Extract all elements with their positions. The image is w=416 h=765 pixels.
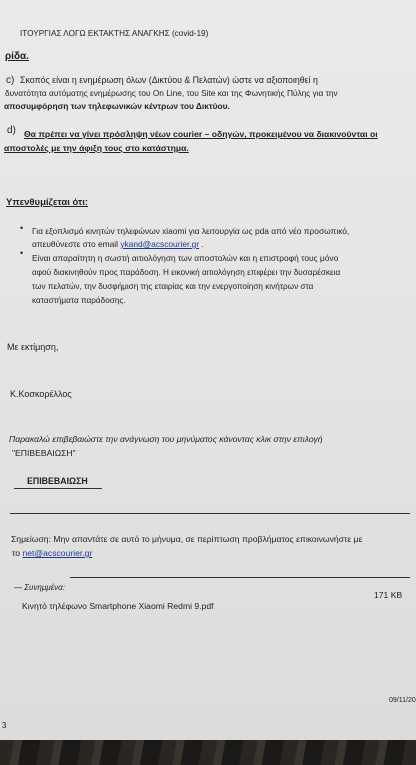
- divider-line-2: [70, 577, 410, 578]
- bullet1-line1: Για εξοπλισμό κινητών τηλεφώνων xiaomi για λειτουργία ως pda από νέο προσωπικό,: [32, 226, 350, 236]
- note-line2-prefix: το: [12, 548, 21, 558]
- note-line1: Σημείωση: Μην απαντάτε σε αυτό το μήνυμα, σε περίπτωση προβλήματος επικοινωνήστε με: [11, 534, 363, 544]
- confirm-instruction-line2: "ΕΠΙΒΕΒΑΙΩΣΗ": [12, 448, 76, 458]
- note-line2: [12, 548, 92, 559]
- item-d-line1: Θα πρέπει να γίνει πρόσληψη νέων courier – οδηγών, προκειμένου να διακινούνται οι: [24, 129, 378, 139]
- email-link-net[interactable]: net@acscourier.gr: [22, 548, 93, 558]
- item-d-line2: αποστολές με την άφιξη τους στο κατάστημα.: [4, 143, 189, 153]
- item-d-label: d): [7, 125, 16, 136]
- confirm-button[interactable]: ΕΠΙΒΕΒΑΙΩΣΗ: [27, 476, 88, 486]
- bullet1-line2: [32, 239, 204, 250]
- bullet-dot-1: •: [20, 223, 24, 233]
- date-fragment: 09/11/20: [389, 697, 416, 704]
- item-c-line3: αποσυμφόρηση των τηλεφωνικών κέντρων του Δικτύου.: [4, 101, 230, 111]
- signature-name: Κ.Κοσκορέλλος: [10, 389, 72, 399]
- page-number: 3: [2, 721, 7, 730]
- confirm-underline: [14, 488, 102, 489]
- background-floor: [0, 740, 416, 765]
- divider-line-1: [10, 513, 410, 514]
- reminder-heading: Υπενθυμίζεται ότι:: [6, 197, 89, 208]
- confirm-instruction-line1: Παρακαλώ επιβεβαιώστε την ανάγνωση του μηνύματος κάνοντας κλικ στην επιλογή: [9, 434, 323, 444]
- closing-text: Με εκτίμηση,: [7, 342, 59, 352]
- item-c-label: c): [6, 75, 15, 86]
- greeting-fragment: ρίδα.: [5, 51, 29, 62]
- bullet2-line4: καταστήματα παράδοσης.: [32, 296, 126, 305]
- attachment-link[interactable]: Κινητό τηλέφωνο Smartphone Xiaomi Redmi 9.pdf: [22, 601, 214, 611]
- attachment-size: 171 KB: [374, 590, 403, 600]
- attachments-label: — Συνημμένα:: [14, 583, 65, 592]
- item-c-line1: Σκοπός είναι η ενημέρωση όλων (Δικτύου & Πελατών) ώστε να αξιοποιηθεί η: [20, 75, 318, 85]
- bullet1-line2-prefix: απευθύνεστε στο email: [32, 239, 118, 249]
- bullet2-line3: των πελατών, την δυσφήμιση της εταιρίας και την ενεργοποίηση κινήτρων στα: [32, 282, 314, 291]
- bullet2-line1: Είναι απαραίτητη η σωστή αιτιολόγηση των αποστολών και η επιστροφή τους μόνο: [32, 253, 339, 263]
- item-c-line2: δυνατότητα αυτόματης ενημέρωσης του On Line, του Site και της Φωνητικής Πύλης για την: [5, 88, 338, 98]
- bullet-dot-2: •: [20, 248, 24, 258]
- bullet1-suffix: .: [201, 239, 204, 249]
- header-title: ΙΤΟΥΡΓΙΑΣ ΛΟΓΩ ΕΚΤΑΚΤΗΣ ΑΝΑΓΚΗΣ (covid-19): [20, 29, 209, 38]
- attachments-label-text: Συνημμένα:: [24, 583, 65, 592]
- email-link-ykand[interactable]: ykand@acscourier.gr: [120, 239, 200, 249]
- bullet2-line2: αφού διακινηθούν προς παράδοση. Η εικονική αιτιολόγηση επιφέρει την δυσαρέσκεια: [32, 268, 341, 277]
